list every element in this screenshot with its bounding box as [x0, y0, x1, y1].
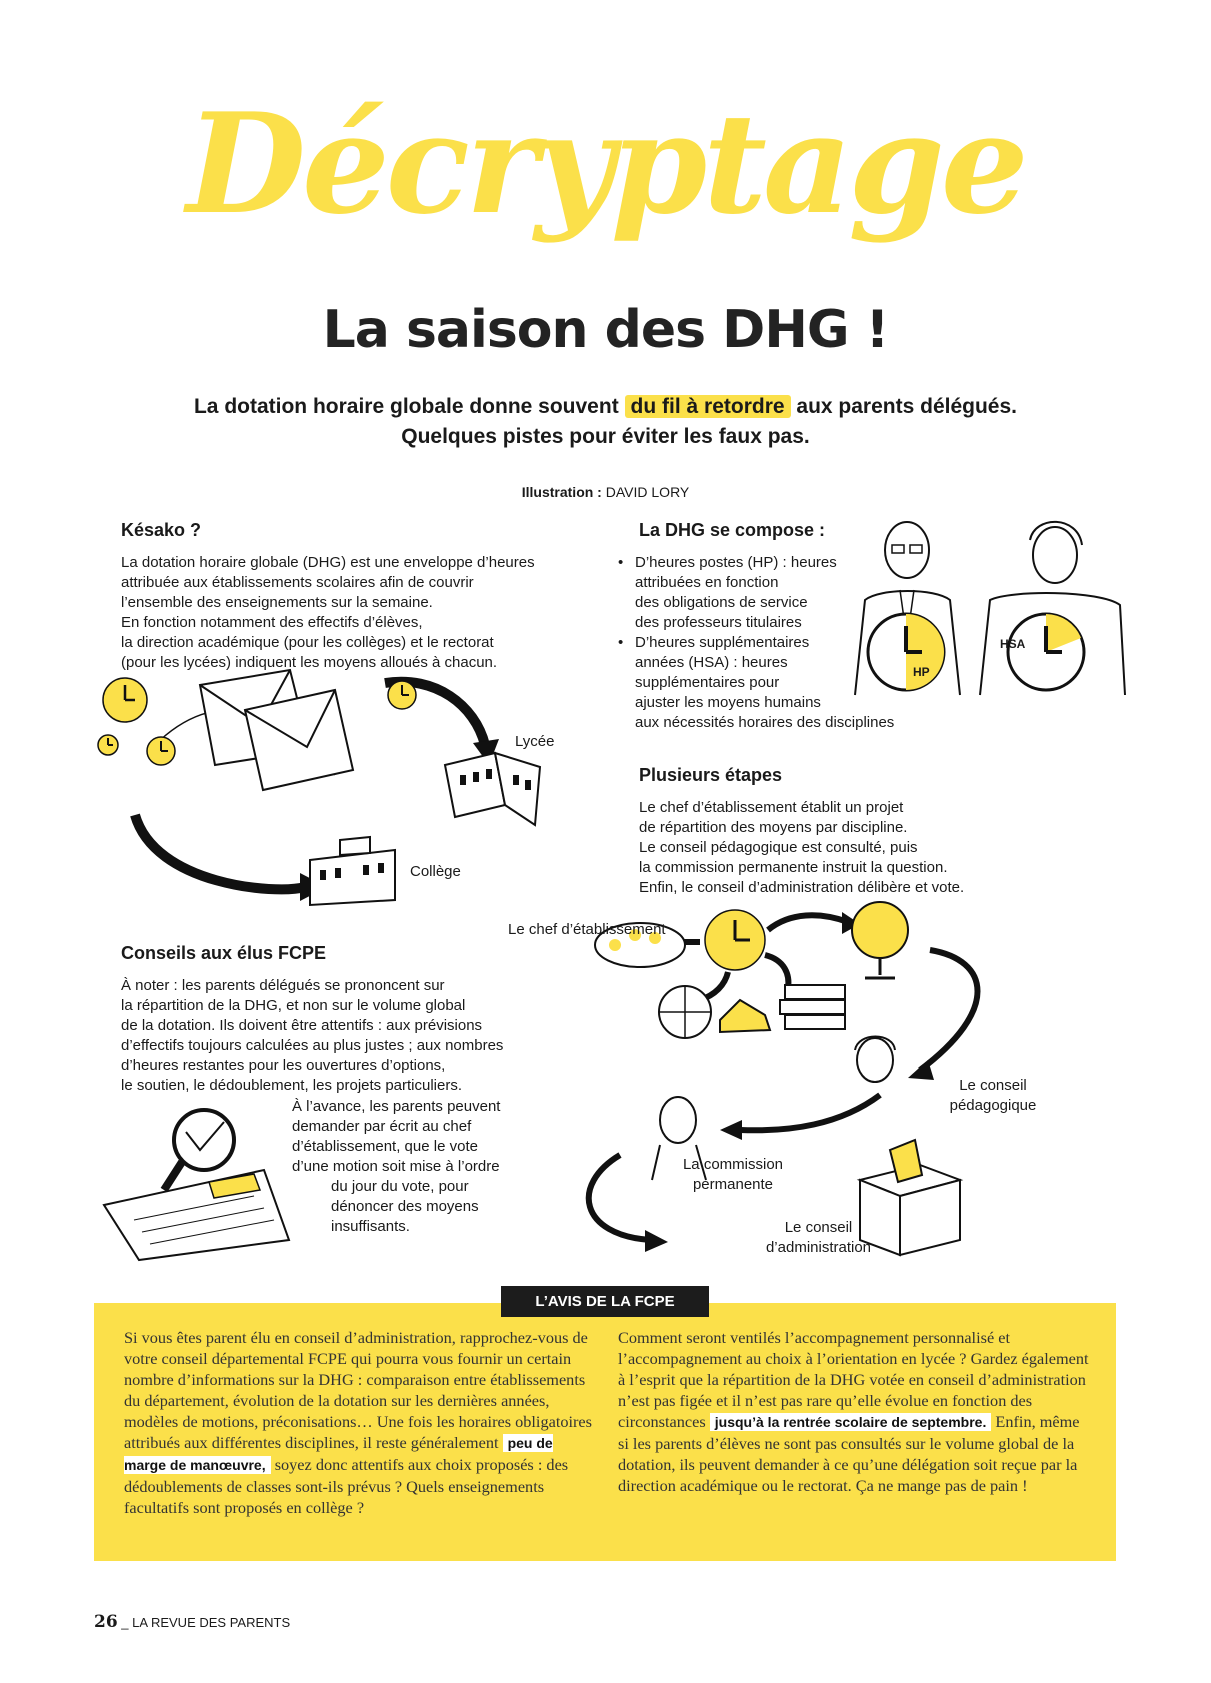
conseils-line: d’une motion soit mise à l’ordre [292, 1158, 500, 1175]
lead-before: La dotation horaire globale donne souvent [193, 395, 619, 418]
arrow-curve [920, 950, 978, 1070]
etapes-title: Plusieurs étapes [639, 765, 783, 785]
lead-paragraph [60, 392, 1151, 452]
lycee-label: Lycée [515, 733, 555, 750]
compose-line: des professeurs titulaires [635, 614, 802, 631]
credit-name: DAVID LORY [605, 484, 690, 500]
kesako-line: attribuée aux établissements scolaires afin de couvrir [121, 574, 474, 591]
conseils-line: d’établissement, que le vote [292, 1138, 478, 1155]
flow-pedago-line: pédagogique [949, 1097, 1037, 1114]
conseils-line: demander par écrit au chef [292, 1118, 472, 1135]
etapes-line: Enfin, le conseil d’administration délibère et vote. [639, 879, 965, 896]
lycee-building-icon [445, 753, 540, 825]
kesako-line: la direction académique (pour les collèges) et le rectorat [121, 634, 494, 651]
avis-title: L’AVIS DE LA FCPE [501, 1286, 709, 1317]
flow-pedago-label [938, 1076, 1048, 1116]
kesako-line: (pour les lycées) indiquent les moyens alloués à chacun. [121, 654, 498, 671]
flow-commission-label [668, 1155, 798, 1195]
clock-coin-icon [98, 735, 118, 755]
flow-commission-line: La commission [682, 1156, 784, 1173]
woman-head-icon [855, 1037, 895, 1083]
avis-left-highlight: peu de marge de manœuvre, [124, 1435, 553, 1473]
illustration-credit [0, 484, 1211, 500]
compose-line: attribuées en fonction [635, 574, 779, 591]
compose-line: aux nécessités horaires des disciplines [635, 714, 895, 731]
arrow-curve [740, 1095, 880, 1130]
conseils-line: insuffisants. [331, 1218, 410, 1235]
kesako-line: En fonction notamment des effectifs d’élèves, [121, 614, 423, 631]
clock-coin-icon [705, 910, 765, 970]
flow-pedago-line: Le conseil [959, 1077, 1027, 1094]
avis-right-highlight: jusqu’à la rentrée scolaire de septembre. [710, 1413, 992, 1431]
flow-admin-line: d’administration [765, 1239, 872, 1256]
flow-commission-line: permanente [692, 1176, 774, 1193]
college-building-icon [310, 837, 395, 905]
avis-right-column [618, 1327, 1091, 1496]
etapes-line: la commission permanente instruit la question. [639, 859, 948, 876]
avis-left-text [124, 1327, 597, 1518]
conseils-line: dénoncer des moyens [331, 1198, 479, 1215]
arrow-curve [589, 1155, 650, 1240]
clock-coin-icon [388, 681, 416, 709]
conseils-text-2 [292, 1097, 552, 1177]
envelope-flow-illustration [95, 665, 565, 905]
flow-chef-label: Le chef d’établissement [508, 921, 666, 938]
clock-coin-icon [103, 678, 147, 722]
conseils-line: du jour du vote, pour [331, 1178, 469, 1195]
conseils-line: À l’avance, les parents peuvent [292, 1098, 501, 1115]
compose-title: La DHG se compose : [639, 520, 826, 540]
flow-admin-label [751, 1218, 886, 1258]
page-title: La saison des DHG ! [322, 300, 889, 360]
conseils-line: de la dotation. Ils doivent être attentifs : aux prévisions [121, 1017, 483, 1034]
conseils-section [121, 943, 581, 1096]
arrow-head [720, 1120, 742, 1140]
compose-line: supplémentaires pour [635, 674, 780, 691]
clock-hp-icon [868, 614, 944, 690]
avis-left-after: soyez donc attentifs aux choix proposés : des dédoublements de classes sont-ils prévus ? Quels enseignements facultatifs sont proposés en collège ? [124, 1455, 569, 1517]
arrow-head [645, 1230, 668, 1252]
page-number: 26 [94, 1612, 118, 1632]
compose-line: des obligations de service [635, 594, 808, 611]
kesako-title: Késako ? [121, 520, 202, 540]
etapes-line: de répartition des moyens par discipline. [639, 819, 908, 836]
kesako-line: La dotation horaire globale (DHG) est une enveloppe d’heures [121, 554, 535, 571]
kesako-text [121, 553, 641, 673]
clock-hp-label: HP [913, 665, 930, 679]
arrow-curve [768, 915, 848, 930]
conseils-line: d’effectifs toujours calculées au plus justes ; aux nombres [121, 1037, 504, 1054]
conseils-title: Conseils aux élus FCPE [121, 943, 327, 963]
compose-line: années (HSA) : heures [635, 654, 788, 671]
conseils-line: d’heures restantes pour les ouvertures d’options, [121, 1057, 446, 1074]
teachers-illustration [850, 520, 1130, 700]
clock-hsa-icon [1008, 614, 1084, 690]
clock-coin-icon [147, 737, 175, 765]
books-icon [780, 985, 845, 1029]
college-label: Collège [410, 863, 461, 880]
compose-line: ajuster les moyens humains [635, 694, 821, 711]
clock-hsa-label: HSA [1000, 637, 1026, 651]
magazine-name: LA REVUE DES PARENTS [132, 1615, 291, 1630]
conseils-line: la répartition de la DHG, et non sur le volume global [121, 997, 466, 1014]
etapes-line: Le conseil pédagogique est consulté, puis [639, 839, 918, 856]
sneakers-icon [720, 1000, 770, 1032]
compose-line: D’heures supplémentaires [635, 634, 810, 651]
footer-separator: _ [121, 1615, 129, 1630]
kesako-section [121, 520, 641, 673]
lead-line2: Quelques pistes pour éviter les faux pas. [401, 425, 810, 448]
conseils-text-3 [331, 1177, 551, 1237]
globe-icon [852, 902, 908, 978]
page-footer [94, 1612, 290, 1632]
etapes-section [639, 765, 1059, 898]
conseils-text [121, 976, 581, 1096]
kicker-title: Décryptage [186, 82, 1025, 245]
arrow-curve [765, 955, 788, 988]
etapes-text [639, 798, 1059, 898]
calculator-magnifier-illustration [104, 1110, 294, 1260]
avis-right-before: Comment seront ventilés l’accompagnement personnalisé et l’accompagnement au choix à l’orientation en lycée ? Gardez également à l’esprit que la répartition de la DHG votée en conseil d’administration n’est pas figée et il n’est pas rare qu’elle évolue en fonction des circonstances [618, 1328, 1089, 1431]
lead-after: aux parents délégués. [796, 395, 1017, 418]
lead-highlight: du fil à retordre [625, 395, 791, 418]
basketball-icon [659, 986, 711, 1038]
avis-left-column [124, 1327, 597, 1518]
calculator-icon [104, 1170, 289, 1260]
avis-right-after: Enfin, même si les parents d’élèves ne sont pas consultés sur le volume global de la dotation, ils peuvent demander à ce qu’une délégation soit reçue par la direction académique ou le rectorat. Ça ne mange pas de pain ! [618, 1412, 1080, 1495]
credit-label: Illustration : [521, 484, 602, 500]
kesako-line: l’ensemble des enseignements sur la semaine. [121, 594, 433, 611]
conseils-line: À noter : les parents délégués se prononcent sur [121, 977, 445, 994]
compose-line: D’heures postes (HP) : heures [635, 554, 837, 571]
conseils-line: le soutien, le dédoublement, les projets particuliers. [121, 1077, 463, 1094]
flow-admin-line: Le conseil [784, 1219, 853, 1236]
etapes-line: Le chef d’établissement établit un projet [639, 799, 904, 816]
avis-right-text [618, 1327, 1091, 1496]
arrow-curve [135, 815, 305, 889]
avis-left-before: Si vous êtes parent élu en conseil d’administration, rapprochez-vous de votre conseil départemental FCPE qui pourra vous fournir un certain nombre d’informations sur la DHG : comparaison entre établissements du département, évolution de la dotation sur les dernières années, modèles de motions, préconisations… Une fois les horaires obligatoires attribués aux différentes disciplines, il reste généralement [124, 1328, 592, 1452]
